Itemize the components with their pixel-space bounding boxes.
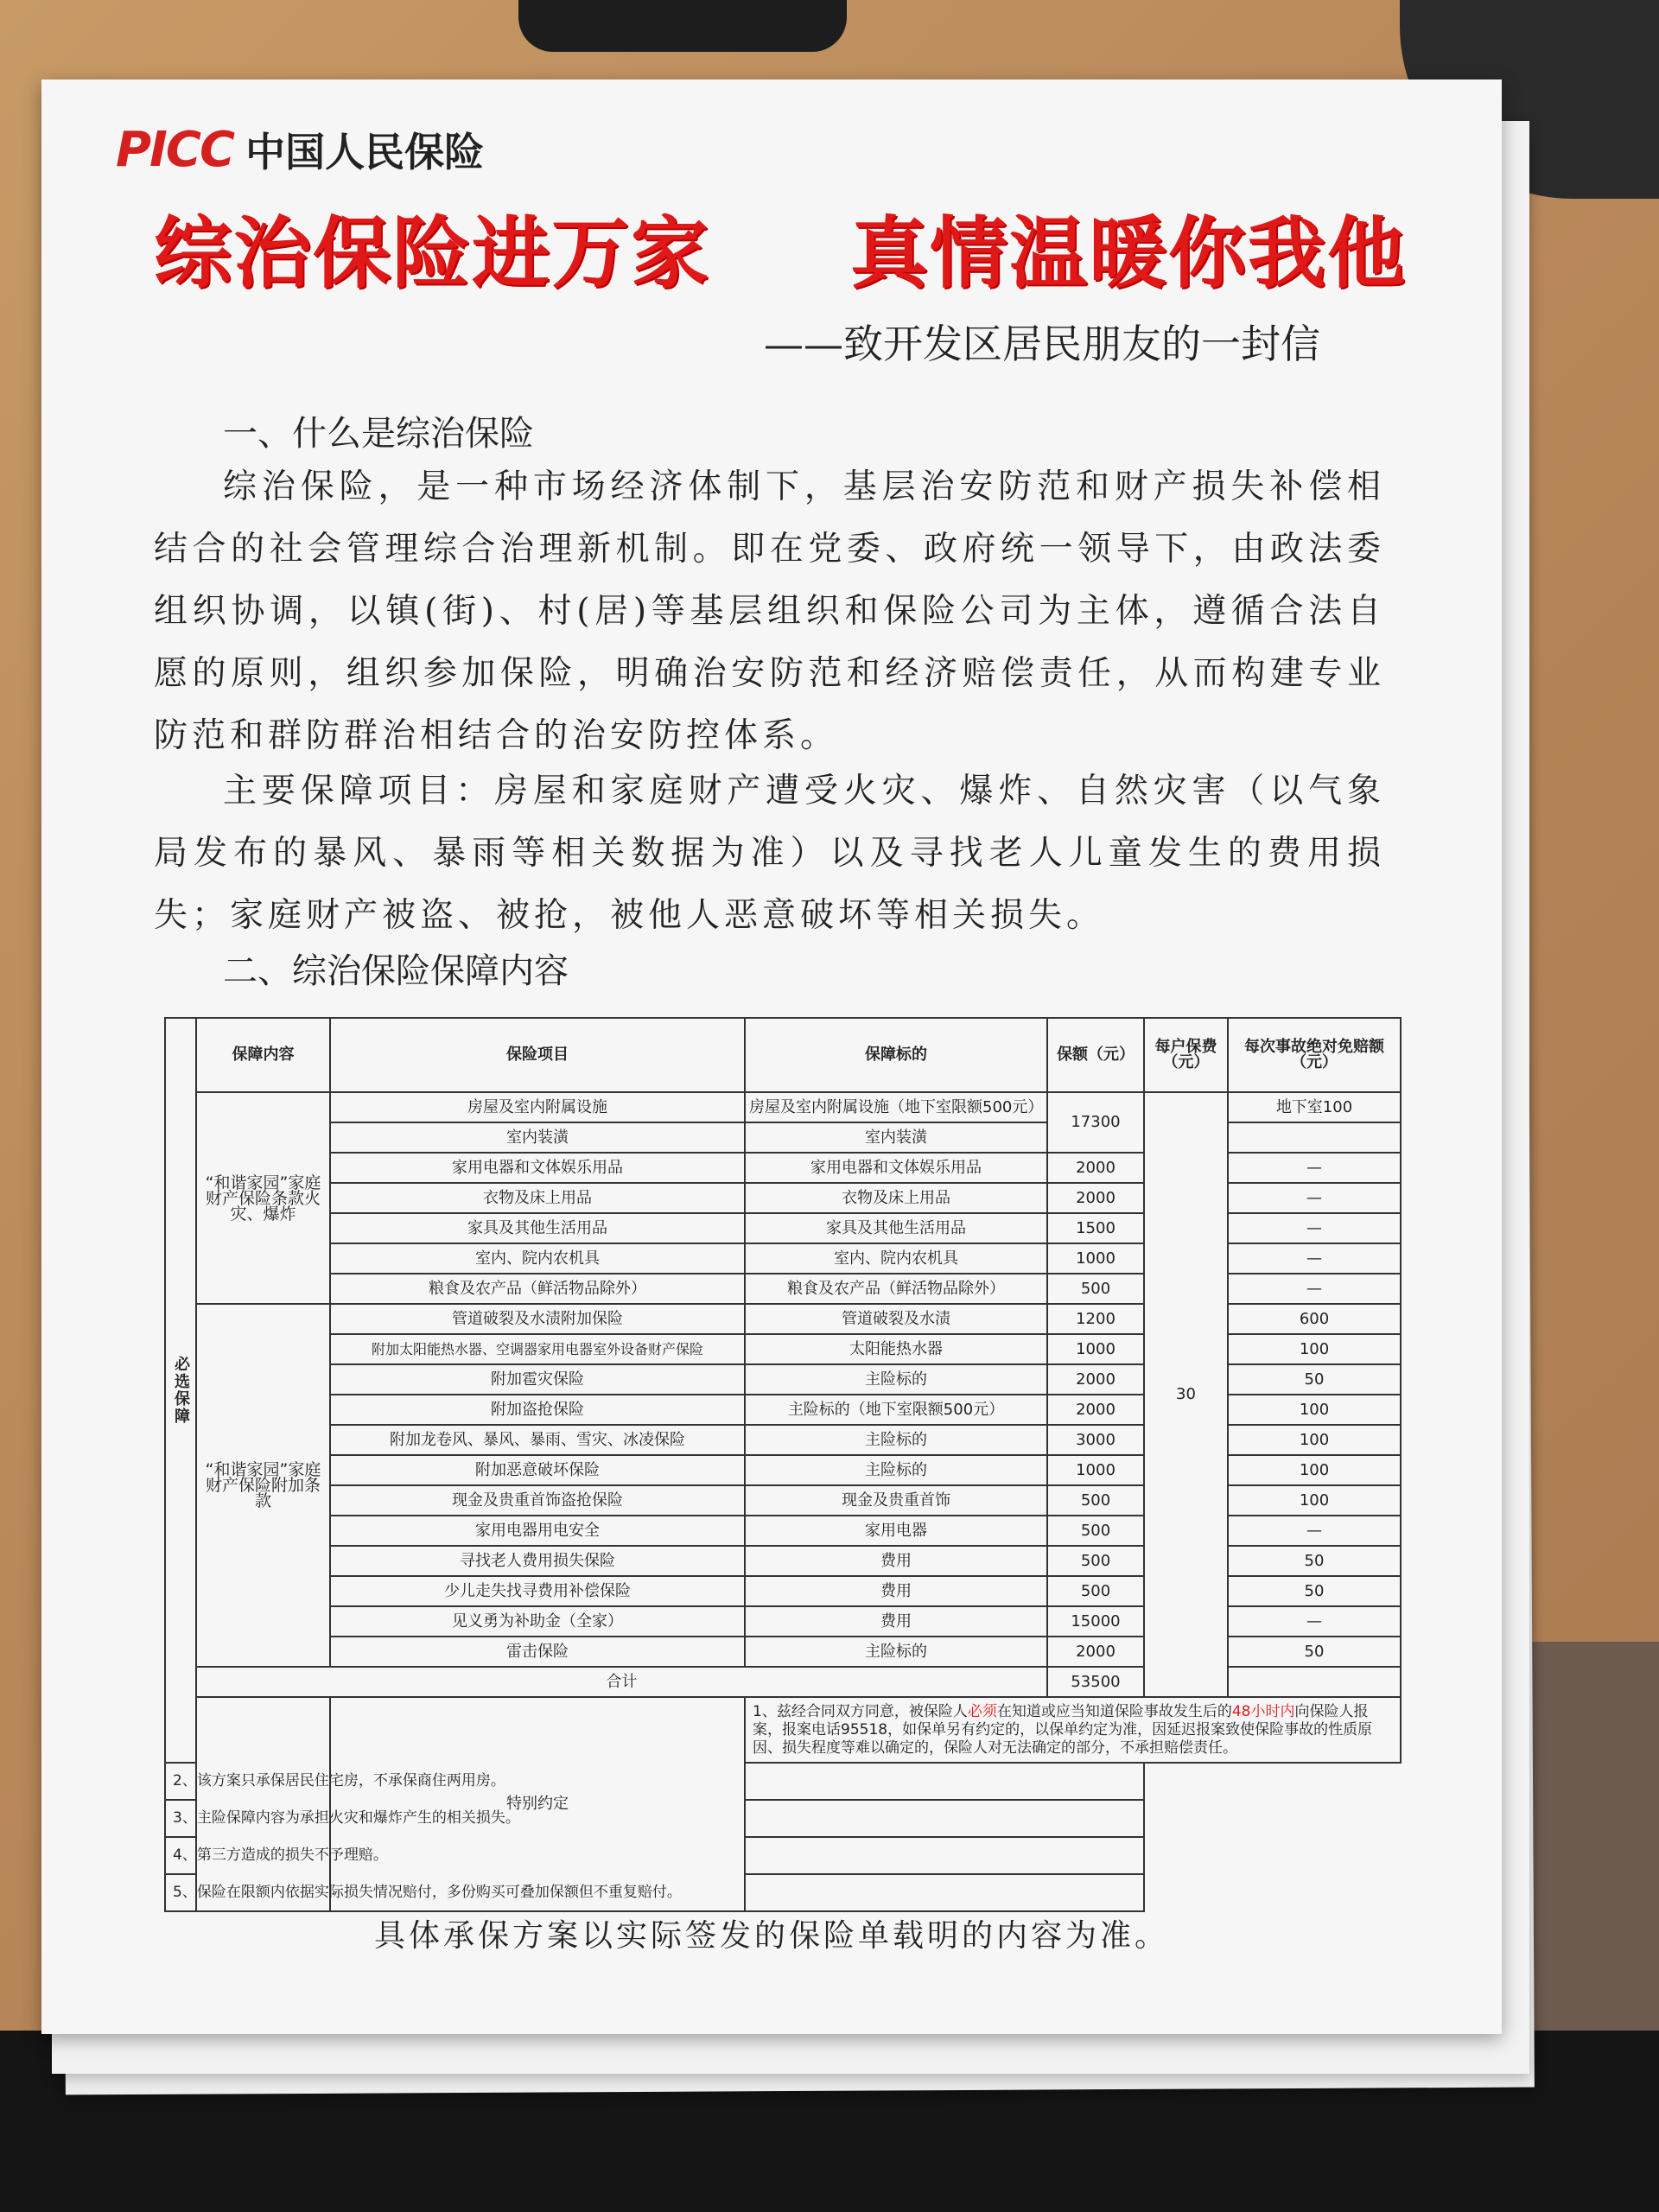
- header-content: 保障内容: [196, 1018, 330, 1092]
- section1-heading: 一、什么是综治保险: [223, 414, 534, 454]
- row-target: 费用: [745, 1546, 1047, 1576]
- brand-logo: [116, 121, 484, 178]
- row-item: 家用电器和文体娱乐用品: [330, 1153, 745, 1183]
- row-item: 见义勇为补助金（全家）: [330, 1606, 745, 1637]
- premium-cell: 30: [1144, 1092, 1228, 1697]
- row-target: 费用: [745, 1606, 1047, 1637]
- row-amount: 17300: [1047, 1092, 1144, 1153]
- background-object-top: [518, 0, 847, 52]
- header-deductible: 每次事故绝对免赔额（元）: [1228, 1018, 1401, 1092]
- row-item: 粮食及农产品（鲜活物品除外）: [330, 1274, 745, 1304]
- row-target: 主险标的: [745, 1425, 1047, 1455]
- row-item: 室内、院内农机具: [330, 1243, 745, 1274]
- row-amount: 500: [1047, 1546, 1144, 1576]
- group2-label: “和谐家园”家庭财产保险附加条款: [196, 1304, 330, 1667]
- note-5: 5、保险在限额内依据实际损失情况赔付，多份购买可叠加保额但不重复赔付。: [165, 1874, 1144, 1911]
- row-target: 家用电器: [745, 1516, 1047, 1546]
- note-2: 2、该方案只承保居民住宅房，不承保商住两用房。: [165, 1763, 1144, 1800]
- row-item: 室内装潢: [330, 1122, 745, 1153]
- row-deductible: 100: [1228, 1334, 1401, 1364]
- note-row: [165, 1874, 1401, 1911]
- row-amount: 500: [1047, 1274, 1144, 1304]
- row-item: 衣物及床上用品: [330, 1183, 745, 1213]
- row-amount: 1000: [1047, 1455, 1144, 1485]
- row-item: 附加龙卷风、暴风、暴雨、雪灾、冰凌保险: [330, 1425, 745, 1455]
- row-target: 管道破裂及水渍: [745, 1304, 1047, 1334]
- row-item: 少儿走失找寻费用补偿保险: [330, 1576, 745, 1606]
- header-target: 保障标的: [745, 1018, 1047, 1092]
- row-target: 主险标的: [745, 1455, 1047, 1485]
- note-1-text-c: 向保险人报案，报案电话95518，如保单另有约定的，以保单约定为准，因延迟报案致使保险事故的性质原因、损失程度等难以确定的，保险人对无法确定的部分，不承担赔偿责任。: [753, 1702, 1373, 1757]
- row-item: 附加盗抢保险: [330, 1395, 745, 1425]
- row-item: 雷击保险: [330, 1637, 745, 1667]
- flyer-page: [41, 79, 1502, 2034]
- section2-heading: 二、综治保险保障内容: [223, 951, 569, 991]
- group1-label: “和谐家园”家庭财产保险条款火灾、爆炸: [196, 1092, 330, 1304]
- row-target: 主险标的: [745, 1637, 1047, 1667]
- row-deductible: 600: [1228, 1304, 1401, 1334]
- row-item: 寻找老人费用损失保险: [330, 1546, 745, 1576]
- headline: [154, 190, 1407, 302]
- picc-logo-mark: PICC: [116, 121, 234, 178]
- note-row: [165, 1837, 1401, 1874]
- row-amount: 2000: [1047, 1364, 1144, 1395]
- section1-paragraph2: 主要保障项目：房屋和家庭财产遭受火灾、爆炸、自然灾害（以气象局发布的暴风、暴雨等相关数据为准）以及寻找老人儿童发生的费用损失；家庭财产被盗、被抢，被他人恶意破坏等相关损失。: [154, 772, 1385, 935]
- note-1-highlight-must: 必须: [967, 1702, 997, 1720]
- row-amount: 2000: [1047, 1395, 1144, 1425]
- row-deductible: —: [1228, 1243, 1401, 1274]
- row-deductible: 100: [1228, 1455, 1401, 1485]
- row-amount: 2000: [1047, 1183, 1144, 1213]
- side-label-cell: [165, 1018, 196, 1763]
- row-target: 衣物及床上用品: [745, 1183, 1047, 1213]
- row-target: 现金及贵重首饰: [745, 1485, 1047, 1516]
- row-amount: 1500: [1047, 1213, 1144, 1243]
- row-item: 附加太阳能热水器、空调器家用电器室外设备财产保险: [330, 1334, 745, 1364]
- note-1-text-b: 在知道或应当知道保险事故发生后的: [996, 1702, 1232, 1720]
- row-target: 室内、院内农机具: [745, 1243, 1047, 1274]
- row-target: 室内装潢: [745, 1122, 1047, 1153]
- row-deductible: —: [1228, 1606, 1401, 1637]
- row-deductible: 50: [1228, 1637, 1401, 1667]
- row-target: 家具及其他生活用品: [745, 1213, 1047, 1243]
- note-1-highlight-48h: 48小时内: [1231, 1702, 1295, 1720]
- note-row: [165, 1800, 1401, 1837]
- row-item: 现金及贵重首饰盗抢保险: [330, 1485, 745, 1516]
- row-deductible: 50: [1228, 1576, 1401, 1606]
- brand-name: 中国人民保险: [245, 129, 485, 175]
- section1-paragraph1: 综治保险，是一种市场经济体制下，基层治安防范和财产损失补偿相结合的社会管理综合治理新机制。即在党委、政府统一领导下，由政法委组织协调，以镇(街)、村(居)等基层组织和保险公司为主体，遵循合法自愿的原则，组织参加保险，明确治安防范和经济赔偿责任，从而构建专业防范和群防群治相结合的治安防控体系。: [154, 467, 1385, 755]
- row-target: 太阳能热水器: [745, 1334, 1047, 1364]
- row-item: 家具及其他生活用品: [330, 1213, 745, 1243]
- row-deductible: —: [1228, 1274, 1401, 1304]
- coverage-table-wrapper: [164, 1017, 1400, 1912]
- headline-left: 综治保险进万家: [154, 207, 710, 299]
- side-label: 必选保障: [172, 1356, 190, 1425]
- row-deductible: 100: [1228, 1425, 1401, 1455]
- note-3: 3、主险保障内容为承担火灾和爆炸产生的相关损失。: [165, 1800, 1144, 1837]
- note-1-text-a: 1、兹经合同双方同意，被保险人: [753, 1702, 968, 1720]
- total-empty: [1228, 1667, 1401, 1697]
- row-amount: 2000: [1047, 1637, 1144, 1667]
- footer-note: 具体承保方案以实际签发的保险单载明的内容为准。: [373, 1918, 1169, 1954]
- row-amount: 3000: [1047, 1425, 1144, 1455]
- row-item: 管道破裂及水渍附加保险: [330, 1304, 745, 1334]
- total-label: 合计: [196, 1667, 1047, 1697]
- row-target: 房屋及室内附属设施（地下室限额500元）: [745, 1092, 1047, 1122]
- row-deductible: 100: [1228, 1395, 1401, 1425]
- row-item: 房屋及室内附属设施: [330, 1092, 745, 1122]
- row-deductible: [1228, 1122, 1401, 1153]
- row-deductible: —: [1228, 1516, 1401, 1546]
- row-amount: 1000: [1047, 1243, 1144, 1274]
- row-amount: 2000: [1047, 1153, 1144, 1183]
- row-target: 家用电器和文体娱乐用品: [745, 1153, 1047, 1183]
- total-amount: 53500: [1047, 1667, 1144, 1697]
- row-deductible: 50: [1228, 1364, 1401, 1395]
- coverage-table: [164, 1017, 1402, 1912]
- row-target: 主险标的: [745, 1364, 1047, 1395]
- row-amount: 500: [1047, 1516, 1144, 1546]
- note-row: [165, 1763, 1401, 1800]
- header-amount: 保额（元）: [1047, 1018, 1144, 1092]
- row-amount: 15000: [1047, 1606, 1144, 1637]
- row-amount: 1000: [1047, 1334, 1144, 1364]
- row-amount: 500: [1047, 1576, 1144, 1606]
- row-deductible: 地下室100: [1228, 1092, 1401, 1122]
- row-target: 费用: [745, 1576, 1047, 1606]
- table-row: [165, 1092, 1401, 1122]
- row-target: 主险标的（地下室限额500元）: [745, 1395, 1047, 1425]
- row-deductible: —: [1228, 1183, 1401, 1213]
- note-1: [745, 1697, 1401, 1763]
- row-deductible: 50: [1228, 1546, 1401, 1576]
- row-amount: 500: [1047, 1485, 1144, 1516]
- row-item: 附加雹灾保险: [330, 1364, 745, 1395]
- row-deductible: 100: [1228, 1485, 1401, 1516]
- row-item: 附加恶意破坏保险: [330, 1455, 745, 1485]
- headline-right: 真情温暖你我他: [850, 207, 1407, 299]
- special-label: 特别约定: [330, 1697, 745, 1911]
- header-item: 保险项目: [330, 1018, 745, 1092]
- row-deductible: —: [1228, 1213, 1401, 1243]
- note-4: 4、第三方造成的损失不予理赔。: [165, 1837, 1144, 1874]
- note-row: [165, 1697, 1401, 1763]
- row-target: 粮食及农产品（鲜活物品除外）: [745, 1274, 1047, 1304]
- table-header-row: [165, 1018, 1401, 1092]
- header-premium: 每户保费（元）: [1144, 1018, 1228, 1092]
- subtitle: ——致开发区居民朋友的一封信: [764, 321, 1320, 367]
- row-deductible: —: [1228, 1153, 1401, 1183]
- row-amount: 1200: [1047, 1304, 1144, 1334]
- row-item: 家用电器用电安全: [330, 1516, 745, 1546]
